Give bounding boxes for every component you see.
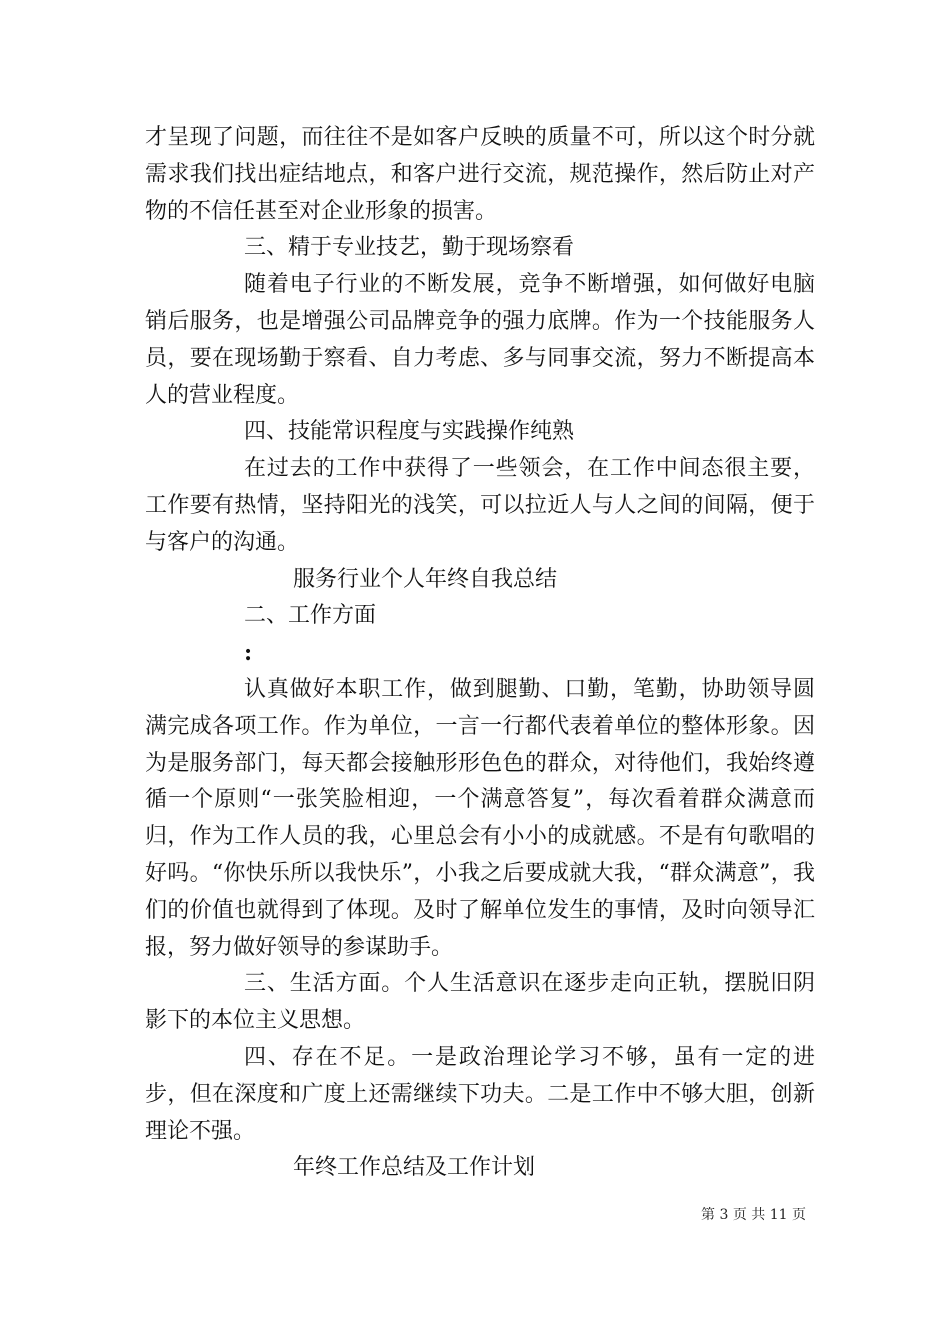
page-number: 第 3 页 共 11 页 bbox=[701, 1207, 806, 1223]
document-title: 服务行业个人年终自我总结 bbox=[293, 566, 558, 592]
document-title: 年终工作总结及工作计划 bbox=[293, 1155, 536, 1181]
section-heading: 三、精于专业技艺，勤于现场察看 bbox=[244, 235, 575, 261]
document-body bbox=[145, 120, 815, 1187]
paragraph: 三、生活方面。个人生活意识在逐步走向正轨，摆脱旧阴影下的本位主义思想。 bbox=[145, 971, 815, 1034]
colon-line: : bbox=[244, 640, 253, 667]
paragraph: 随着电子行业的不断发展，竞争不断增强，如何做好电脑销后服务，也是增强公司品牌竞争的强力底牌。作为一个技能服务人员，要在现场勤于察看、自力考虑、多与同事交流，努力不断提高本人的营业程度。 bbox=[145, 272, 815, 408]
paragraph: 认真做好本职工作，做到腿勤、口勤，笔勤，协助领导圆满完成各项工作。作为单位，一言一行都代表着单位的整体形象。因为是服务部门，每天都会接触形形色色的群众，对待他们，我始终遵循一个原则“一张笑脸相迎，一个满意答复”，每次看着群众满意而归，作为工作人员的我，心里总会有小小的成就感。不是有句歌唱的好吗。“你快乐所以我快乐”，小我之后要成就大我，“群众满意”，我们的价值也就得到了体现。及时了解单位发生的事情，及时向领导汇报，努力做好领导的参谋助手。 bbox=[145, 676, 815, 960]
section-heading: 二、工作方面 bbox=[244, 603, 377, 629]
section-heading: 四、技能常识程度与实践操作纯熟 bbox=[244, 419, 575, 445]
paragraph: 四、存在不足。一是政治理论学习不够，虽有一定的进步，但在深度和广度上还需继续下功夫。二是工作中不够大胆，创新理论不强。 bbox=[145, 1044, 815, 1144]
paragraph: 在过去的工作中获得了一些领会，在工作中间态很主要，工作要有热情，坚持阳光的浅笑，可以拉近人与人之间的间隔，便于与客户的沟通。 bbox=[145, 456, 815, 555]
paragraph-continuation: 才呈现了问题，而往往不是如客户反映的质量不可，所以这个时分就需求我们找出症结地点，和客户进行交流，规范操作，然后防止对产物的不信任甚至对企业形象的损害。 bbox=[145, 125, 815, 224]
